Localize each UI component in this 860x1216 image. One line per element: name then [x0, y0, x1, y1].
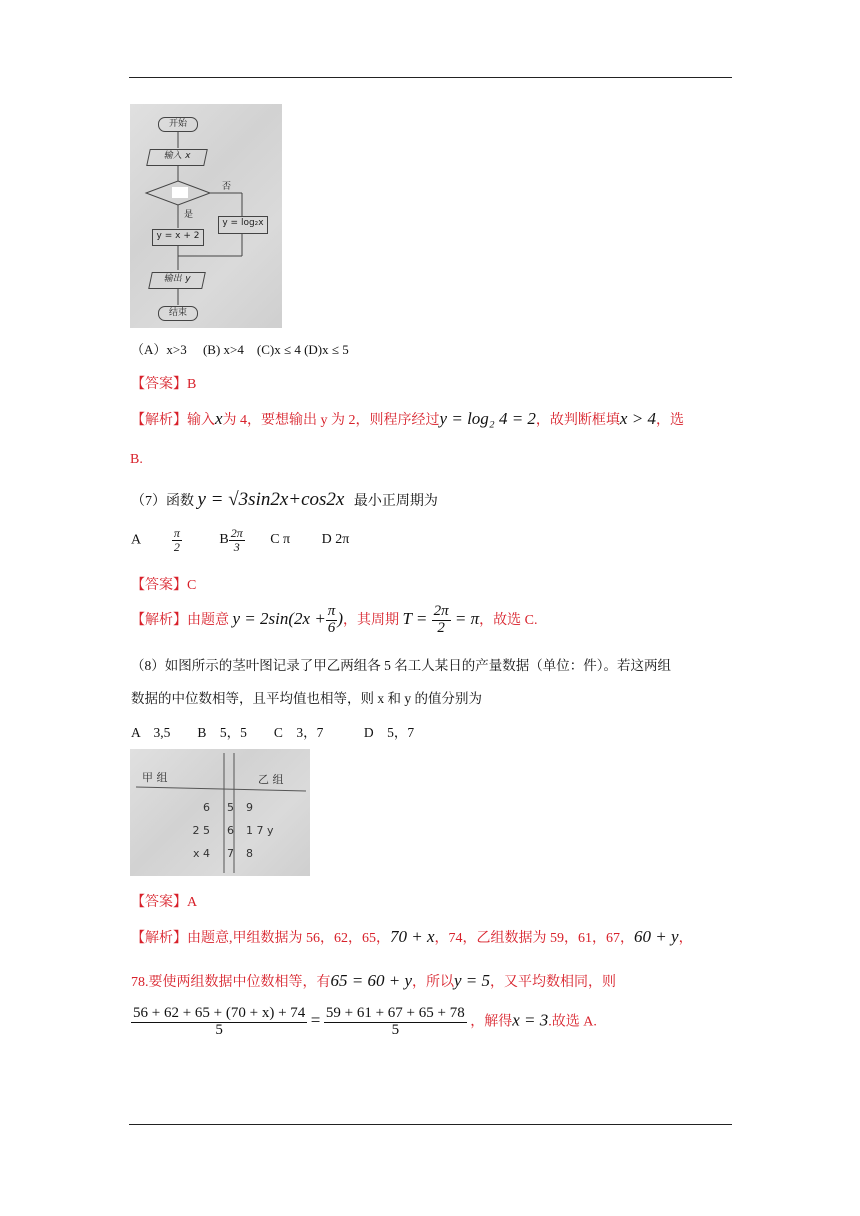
- flowchart-no-label: 否: [222, 182, 232, 192]
- q8-stem-line2: 数据的中位数相等，且平均值也相等，则 x 和 y 的值分别为: [131, 691, 482, 706]
- fraction-numerator: 59 + 61 + 67 + 65 + 78: [325, 1005, 465, 1021]
- analysis-text: ，故判断框填: [535, 413, 620, 428]
- math-fraction-left: [131, 1006, 307, 1039]
- math-condition: x > 4: [619, 409, 656, 428]
- analysis-text: 为 4，要想输出 y 为 2，则程序经过: [222, 413, 440, 428]
- math-y-sine: [232, 603, 343, 636]
- analysis-text: ，解得: [470, 1014, 513, 1030]
- flowchart-input: 输入 x: [146, 149, 208, 166]
- math-expr: 65 = 60 + y: [330, 971, 412, 990]
- stem-leaf-head-right: 乙 组: [258, 773, 284, 786]
- fraction-numerator: 2π: [433, 603, 449, 619]
- header-rule: [129, 77, 732, 78]
- q6-answer: [131, 373, 196, 393]
- stem-leaf-left: 2 5: [192, 824, 210, 837]
- q7-stem: [131, 489, 438, 511]
- answer-tag: 【答案】: [131, 578, 187, 593]
- math-expr: 60 + y: [634, 927, 679, 946]
- q7-answer: [131, 574, 196, 594]
- q6-analysis-end: B.: [130, 452, 143, 467]
- math-expr: y = 5: [454, 971, 491, 990]
- flowchart-yes-label: 是: [184, 210, 194, 220]
- analysis-tag: 【解析】: [131, 931, 187, 946]
- math-log-equation: y = log₂ 4 = 2: [439, 409, 536, 428]
- footer-rule: [129, 1124, 732, 1125]
- q8-options: A 3,5 B 5，5 C 3，7 D 5，7: [131, 725, 415, 740]
- q7-analysis: [131, 604, 537, 637]
- flowchart-box-right: y = log₂x: [218, 216, 268, 234]
- analysis-text: .故选 A.: [548, 1014, 597, 1030]
- fraction-denominator: 3: [233, 539, 240, 554]
- math-period: [402, 603, 480, 636]
- q7-function: y = √3sin2x+cos2x: [197, 489, 345, 510]
- q7-option-a-fraction: [172, 527, 182, 553]
- analysis-text: 输入: [187, 413, 215, 428]
- flowchart-output: 输出 y: [148, 272, 206, 289]
- q7-option-b: B: [219, 532, 229, 548]
- analysis-tag: 【解析】: [131, 613, 187, 629]
- answer-tag: 【答案】: [131, 895, 187, 910]
- analysis-text: ，故选 C.: [479, 613, 538, 629]
- fraction-numerator: π: [327, 603, 336, 619]
- stem-leaf-left: 6: [203, 801, 210, 814]
- q7-suffix: 最小正周期为: [353, 494, 438, 509]
- fraction-denominator: 5: [215, 1021, 223, 1038]
- analysis-text: 由题意: [187, 613, 229, 629]
- analysis-text: 78.要使两组数据中位数相等，有: [131, 975, 331, 990]
- math-expr: x = 3: [512, 1010, 549, 1030]
- q7-option-c: C π: [270, 532, 291, 548]
- analysis-text: ，74，乙组数据为 59，61，67，: [434, 931, 635, 946]
- q8-analysis-line2: [131, 971, 616, 991]
- analysis-text: ，所以: [412, 975, 454, 990]
- answer-value: A: [187, 895, 198, 910]
- analysis-tag: 【解析】: [131, 413, 187, 428]
- math-fraction: [432, 604, 451, 637]
- q7-options: [131, 527, 349, 553]
- math-expr: = π: [454, 609, 480, 629]
- stem-leaf-stem: 5: [227, 801, 234, 814]
- math-paren: ): [337, 609, 343, 629]
- q8-stem-line1: （8）如图所示的茎叶图记录了甲乙两组各 5 名工人某日的产量数据（单位：件）。若这两组: [131, 658, 671, 673]
- stem-leaf-right: 8: [246, 847, 253, 860]
- analysis-text: ，选: [655, 413, 684, 428]
- q6-analysis: [131, 409, 684, 429]
- stem-leaf-left: x 4: [192, 847, 210, 860]
- answer-tag: 【答案】: [131, 377, 187, 392]
- flowchart-end: 结束: [158, 306, 198, 321]
- q7-prefix: （7）函数: [131, 494, 194, 509]
- math-expr: y = 2sin(2x +: [232, 609, 326, 629]
- flowchart-box-left: y = x + 2: [152, 229, 204, 246]
- stem-leaf-right: 1 7 y: [246, 824, 274, 837]
- answer-value: B: [187, 377, 197, 392]
- math-expr: T =: [402, 609, 428, 629]
- fraction-denominator: 5: [391, 1021, 400, 1038]
- fraction-denominator: 6: [327, 619, 336, 636]
- analysis-text: ，: [678, 931, 693, 946]
- fraction-numerator: π: [173, 526, 180, 540]
- fraction-numerator: 2π: [230, 526, 243, 540]
- analysis-text: ，又平均数相同，则: [490, 975, 617, 990]
- math-expr: 70 + x: [390, 927, 435, 946]
- q8-answer: [131, 891, 197, 911]
- stem-leaf-stem: 7: [227, 847, 234, 860]
- math-equals: =: [310, 1010, 321, 1030]
- fraction-denominator: 2: [173, 539, 180, 554]
- q8-analysis-line3: [131, 1006, 597, 1039]
- analysis-text: 由题意,甲组数据为 56，62，65，: [187, 931, 390, 946]
- answer-value: C: [187, 578, 197, 593]
- fraction-denominator: 2: [437, 619, 445, 636]
- q7-option-b-fraction: [229, 527, 245, 553]
- q7-option-a: A: [131, 532, 141, 548]
- math-fraction: [326, 604, 338, 637]
- stem-leaf-stem: 6: [227, 824, 234, 837]
- math-x: x: [215, 409, 223, 428]
- stem-leaf-image: [130, 749, 310, 876]
- math-fraction-right: [324, 1006, 467, 1039]
- fraction-numerator: 56 + 62 + 65 + (70 + x) + 74: [133, 1005, 306, 1021]
- stem-leaf-right: 9: [246, 801, 253, 814]
- q7-option-d: D 2π: [321, 532, 350, 548]
- flowchart-start: 开始: [158, 117, 198, 132]
- q6-options: （A）x>3 (B) x>4 (C)x ≤ 4 (D)x ≤ 5: [131, 342, 349, 357]
- stem-leaf-head-left: 甲 组: [142, 771, 168, 784]
- q8-analysis-line1: [131, 927, 693, 947]
- analysis-text: ，其周期: [342, 613, 399, 629]
- flowchart-image: [130, 104, 282, 328]
